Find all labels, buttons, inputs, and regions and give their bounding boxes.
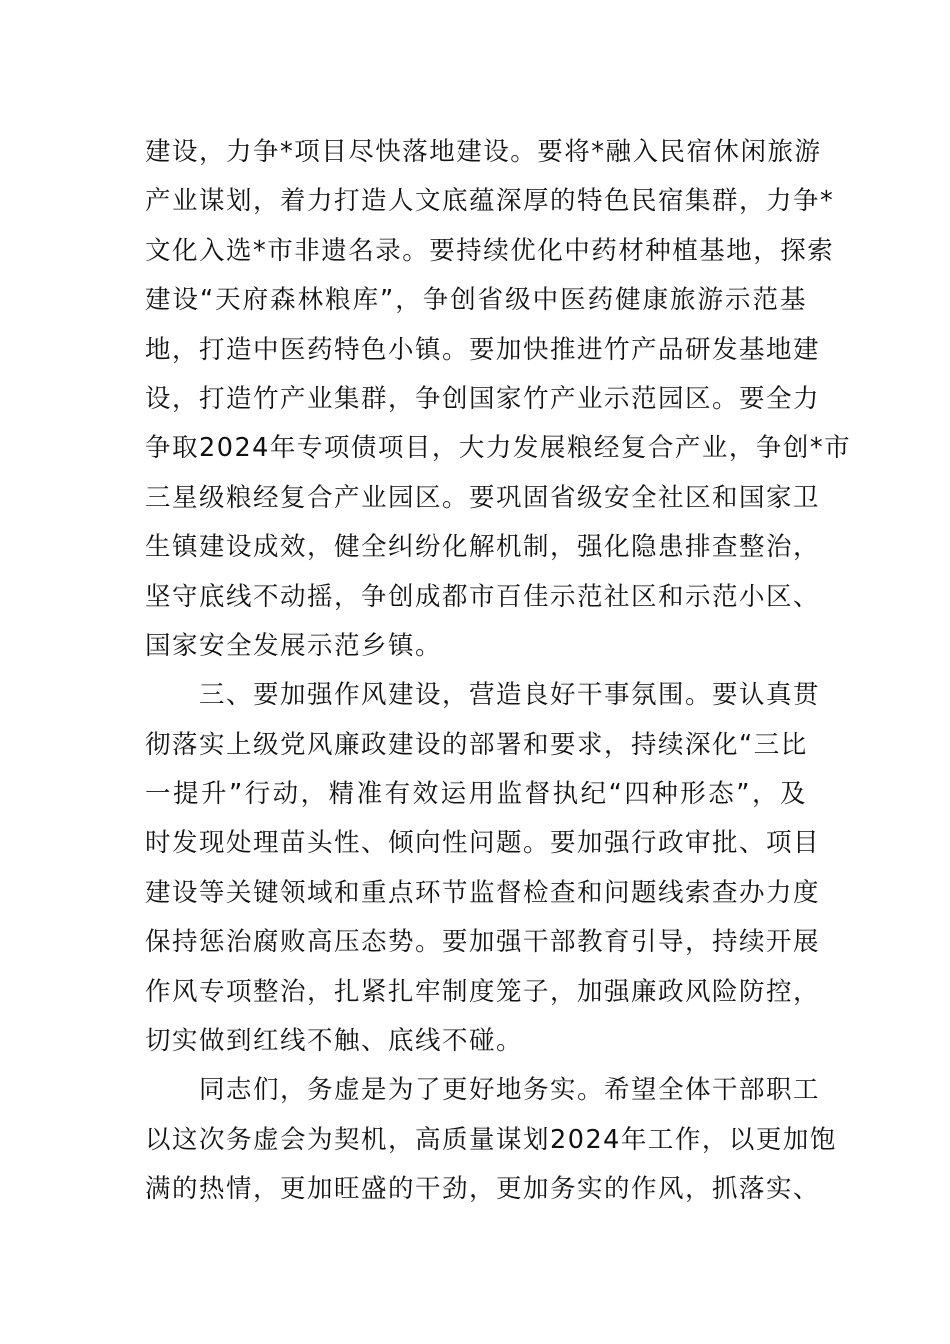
text-line: 一提升”行动，精准有效运用监督执纪“四种形态”，及 [145, 779, 807, 810]
text-line: 国家安全发展示范乡镇。 [145, 630, 443, 661]
document-page [145, 128, 852, 1215]
text-line: 产业谋划，着力打造人文底蕴深厚的特色民宿集群，力争* [145, 186, 835, 217]
text-line: 设，打造竹产业集群，争创国家竹产业示范园区。要全力 [145, 383, 821, 414]
text-line: 争取2024年专项债项目，大力发展粮经复合产业，争创*市 [145, 433, 852, 464]
paragraph-1 [145, 128, 852, 671]
text-line: 建设，力争*项目尽快落地建设。要将*融入民宿休闲旅游 [145, 137, 822, 167]
text-line: 同志们，务虚是为了更好地务实。希望全体干部职工 [199, 1075, 821, 1106]
text-line: 满的热情，更加旺盛的干劲，更加务实的作风，抓落实、 [145, 1174, 821, 1205]
text-line: 彻落实上级党风廉政建设的部署和要求，持续深化“三比 [145, 729, 808, 760]
text-line: 文化入选*市非遗名录。要持续优化中药材种植基地，探索 [145, 235, 835, 266]
text-line: 坚守底线不动摇，争创成都市百佳示范社区和示范小区、 [145, 581, 821, 612]
text-line: 地，打造中医药特色小镇。要加快推进竹产品研发基地建 [145, 334, 821, 365]
text-line: 生镇建设成效，健全纠纷化解机制，强化隐患排查整治， [145, 532, 821, 563]
text-line: 作风专项整治，扎紧扎牢制度笼子，加强廉政风险防控， [145, 976, 821, 1007]
text-line: 建设等关键领域和重点环节监督检查和问题线索查办力度 [145, 877, 821, 908]
paragraph-3 [145, 1066, 837, 1214]
section-heading-line: 三、要加强作风建设，营造良好干事氛围。要认真贯 [199, 680, 821, 711]
text-line: 切实做到红线不触、底线不碰。 [145, 1026, 524, 1057]
paragraph-2 [145, 671, 821, 1066]
text-line: 建设“天府森林粮库”，争创省级中医药健康旅游示范基 [145, 285, 807, 316]
text-line: 以这次务虚会为契机，高质量谋划2024年工作，以更加饱 [145, 1124, 837, 1155]
text-line: 时发现处理苗头性、倾向性问题。要加强行政审批、项目 [145, 828, 821, 859]
text-line: 保持惩治腐败高压态势。要加强干部教育引导，持续开展 [145, 927, 821, 958]
text-line: 三星级粮经复合产业园区。要巩固省级安全社区和国家卫 [145, 482, 821, 513]
